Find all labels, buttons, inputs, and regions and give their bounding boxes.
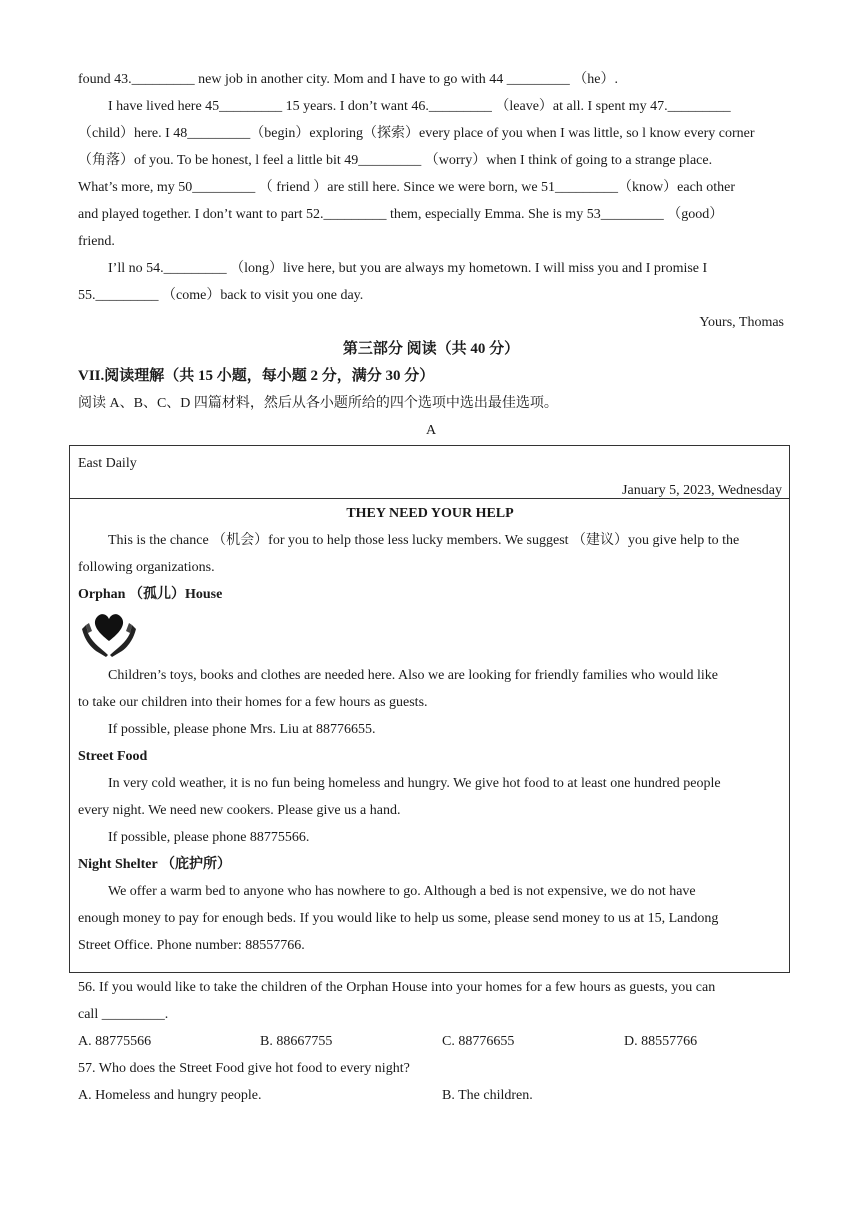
cloze-line-4: （角落）of you. To be honest, l feel a little bit 49_________ （worry）when I think of going to a strange place. xyxy=(78,153,713,168)
orphan-house-text-1: Children’s toys, books and clothes are needed here. Also we are looking for friendly families who would like xyxy=(108,668,719,683)
newspaper-date: January 5, 2023, Wednesday xyxy=(622,483,782,498)
heart-in-hands-icon xyxy=(78,609,140,661)
cloze-line-2: I have lived here 45_________ 15 years. I don’t want 46._________ （leave）at all. I spent my 47._________ xyxy=(108,99,731,114)
article-headline: THEY NEED YOUR HELP xyxy=(346,506,514,521)
street-food-phone: If possible, please phone 88775566. xyxy=(108,830,310,845)
orphan-house-text-2: to take our children into their homes for a few hours as guests. xyxy=(78,695,428,710)
letter-signature: Yours, Thomas xyxy=(699,315,784,330)
article-intro-1: This is the chance （机会）for you to help those less lucky members. We suggest （建议）you give help to the xyxy=(108,533,740,548)
q56-stem-2: call _________. xyxy=(78,1007,169,1022)
cloze-line-3: （child）here. I 48_________（begin）exploring（探索）every place of you when I was little, so l know every corner xyxy=(78,126,755,141)
article-intro-2: following organizations. xyxy=(78,560,215,575)
section7-title: VII.阅读理解（共 15 小题，每小题 2 分，满分 30 分） xyxy=(78,368,435,384)
q57-option-b[interactable]: B. The children. xyxy=(442,1088,533,1103)
street-food-text-1: In very cold weather, it is no fun being homeless and hungry. We give hot food to at least one hundred people xyxy=(108,776,721,791)
night-shelter-text-2: enough money to pay for enough beds. If you would like to help us some, please send money to us at 15, Landong xyxy=(78,911,719,926)
q56-stem-1: 56. If you would like to take the children of the Orphan House into your homes for a few hours as guests, you can xyxy=(78,980,716,995)
cloze-line-9: 55._________ （come）back to visit you one day. xyxy=(78,288,364,303)
q56-options xyxy=(78,1028,784,1055)
newspaper-name: East Daily xyxy=(78,456,137,471)
street-food-title: Street Food xyxy=(78,749,148,764)
orphan-house-phone: If possible, please phone Mrs. Liu at 88776655. xyxy=(108,722,376,737)
orphan-house-title: Orphan （孤儿）House xyxy=(78,587,223,602)
street-food-text-2: every night. We need new cookers. Please give us a hand. xyxy=(78,803,401,818)
cloze-line-6: and played together. I don’t want to part 52._________ them, especially Emma. She is my 53_________ （good） xyxy=(78,207,724,222)
night-shelter-text-1: We offer a warm bed to anyone who has nowhere to go. Although a bed is not expensive, we do not have xyxy=(108,884,696,899)
cloze-line-5: What’s more, my 50_________ （ friend ）are still here. Since we were born, we 51_________（know）each other xyxy=(78,180,736,195)
passage-label: A xyxy=(425,423,437,438)
newspaper-article-box xyxy=(69,499,790,973)
section7-instruction: 阅读 A、B、C、D 四篇材料，然后从各小题所给的四个选项中选出最佳选项。 xyxy=(78,396,558,411)
part3-title: 第三部分 阅读（共 40 分） xyxy=(342,341,520,357)
q57-options xyxy=(78,1082,784,1109)
q56-option-c[interactable]: C. 88776655 xyxy=(442,1034,515,1049)
q56-option-a[interactable]: A. 88775566 xyxy=(78,1034,152,1049)
q57-option-a[interactable]: A. Homeless and hungry people. xyxy=(78,1088,262,1103)
cloze-line-1: found 43._________ new job in another city. Mom and I have to go with 44 _________ （he）. xyxy=(78,72,618,87)
cloze-passage xyxy=(78,66,784,444)
night-shelter-text-3: Street Office. Phone number: 88557766. xyxy=(78,938,305,953)
night-shelter-title: Night Shelter （庇护所） xyxy=(78,857,231,872)
q57-stem: 57. Who does the Street Food give hot food to every night? xyxy=(78,1061,410,1076)
q56-option-b[interactable]: B. 88667755 xyxy=(260,1034,333,1049)
newspaper-header-box xyxy=(69,445,790,499)
questions-section xyxy=(78,974,784,1109)
orphan-house-logo xyxy=(78,608,782,662)
cloze-line-7: friend. xyxy=(78,234,115,249)
cloze-line-8: I’ll no 54._________ （long）live here, but you are always my hometown. I will miss you and I promise I xyxy=(108,261,708,276)
q56-option-d[interactable]: D. 88557766 xyxy=(624,1034,698,1049)
